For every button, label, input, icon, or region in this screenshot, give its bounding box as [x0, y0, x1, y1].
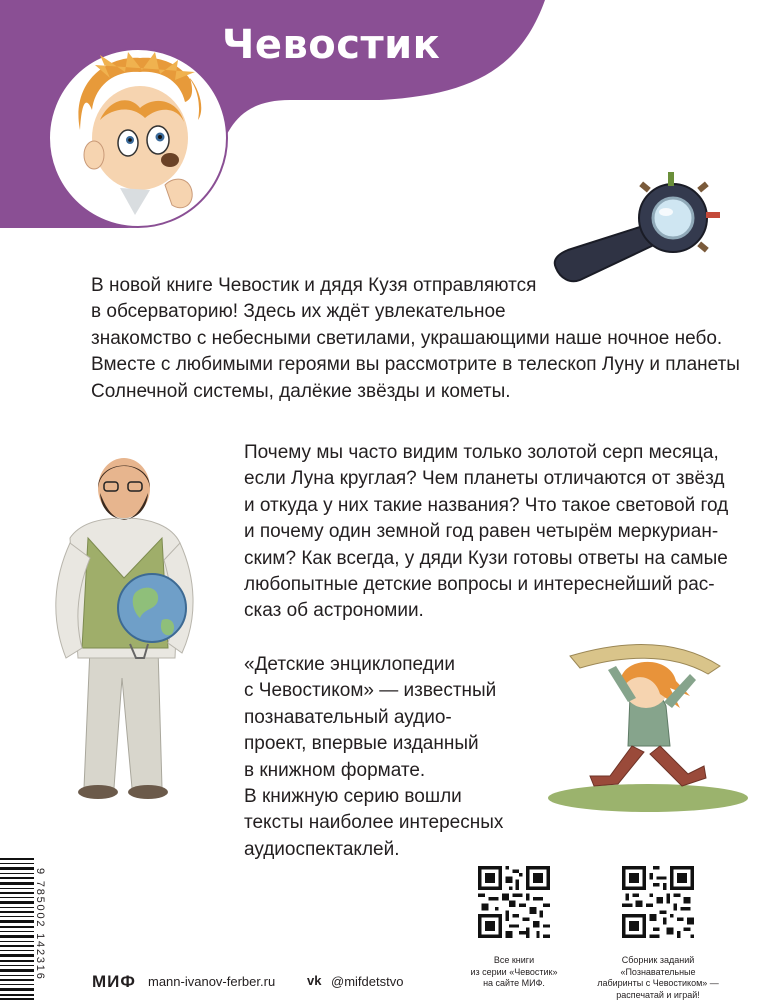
- text-line: сказ об астрономии.: [244, 598, 728, 624]
- text-line: ским? Как всегда, у дяди Кузи готовы ответы на самые: [244, 546, 728, 572]
- text-line: с Чевостиком» — известный: [244, 678, 503, 704]
- text-line: «Детские энциклопедии: [244, 652, 503, 678]
- caption-line: лабиринты с Чевостиком» —: [585, 978, 731, 990]
- caption-line: из серии «Чевостик»: [462, 967, 566, 979]
- text-line: любопытные детские вопросы и интереснейший рас-: [244, 572, 728, 598]
- text-line: Почему мы часто видим только золотой серп месяца,: [244, 440, 728, 466]
- caption-line: Все книги: [462, 955, 566, 967]
- text-line: Вместе с любимыми героями вы рассмотрите в телескоп Луну и планеты: [91, 352, 740, 378]
- isbn-number: 9 785002 142316: [34, 868, 46, 981]
- vk-icon: vk: [307, 973, 321, 988]
- text-line: В новой книге Чевостик и дядя Кузя отправляются: [91, 273, 740, 299]
- chevostik-portrait-illustration: [49, 49, 227, 227]
- text-line: в книжном формате.: [244, 758, 503, 784]
- caption-line: на сайте МИФ.: [462, 978, 566, 990]
- qr-left-caption: [462, 955, 566, 990]
- caption-line: Сборник заданий «Познавательные: [585, 955, 731, 978]
- text-line: познавательный аудио-: [244, 705, 503, 731]
- publisher-logo: МИФ: [92, 972, 136, 992]
- text-line: если Луна круглая? Чем планеты отличаются от звёзд: [244, 466, 728, 492]
- publisher-website[interactable]: mann-ivanov-ferber.ru: [148, 974, 275, 989]
- running-chevostik-illustration: [520, 626, 752, 816]
- text-line: знакомство с небесными светилами, украшающими наше ночное небо.: [91, 326, 740, 352]
- barcode: [0, 858, 34, 1000]
- series-title: Чевостик: [222, 22, 440, 68]
- text-line: аудиоспектаклей.: [244, 837, 503, 863]
- caption-line: распечатай и играй!: [585, 990, 731, 1001]
- series-paragraph: [244, 652, 503, 863]
- text-line: в обсерваторию! Здесь их ждёт увлекательное: [91, 299, 740, 325]
- text-line: и откуда у них такие названия? Что такое световой год: [244, 493, 728, 519]
- qr-code-labyrinths[interactable]: [622, 866, 694, 938]
- text-line: Солнечной системы, далёкие звёзды и кометы.: [91, 379, 740, 405]
- intro-paragraph: [91, 273, 740, 405]
- social-handle[interactable]: @mifdetstvo: [331, 974, 403, 989]
- isbn-number-container: [34, 868, 46, 1000]
- uncle-kuzya-illustration: [40, 448, 210, 808]
- text-line: В книжную серию вошли: [244, 784, 503, 810]
- text-line: и почему один земной год равен четырём меркуриан-: [244, 519, 728, 545]
- magnifier-illustration: [548, 168, 726, 288]
- questions-paragraph: [244, 440, 728, 625]
- qr-code-series-books[interactable]: [478, 866, 550, 938]
- text-line: проект, впервые изданный: [244, 731, 503, 757]
- qr-right-caption: [585, 955, 731, 1001]
- text-line: тексты наиболее интересных: [244, 810, 503, 836]
